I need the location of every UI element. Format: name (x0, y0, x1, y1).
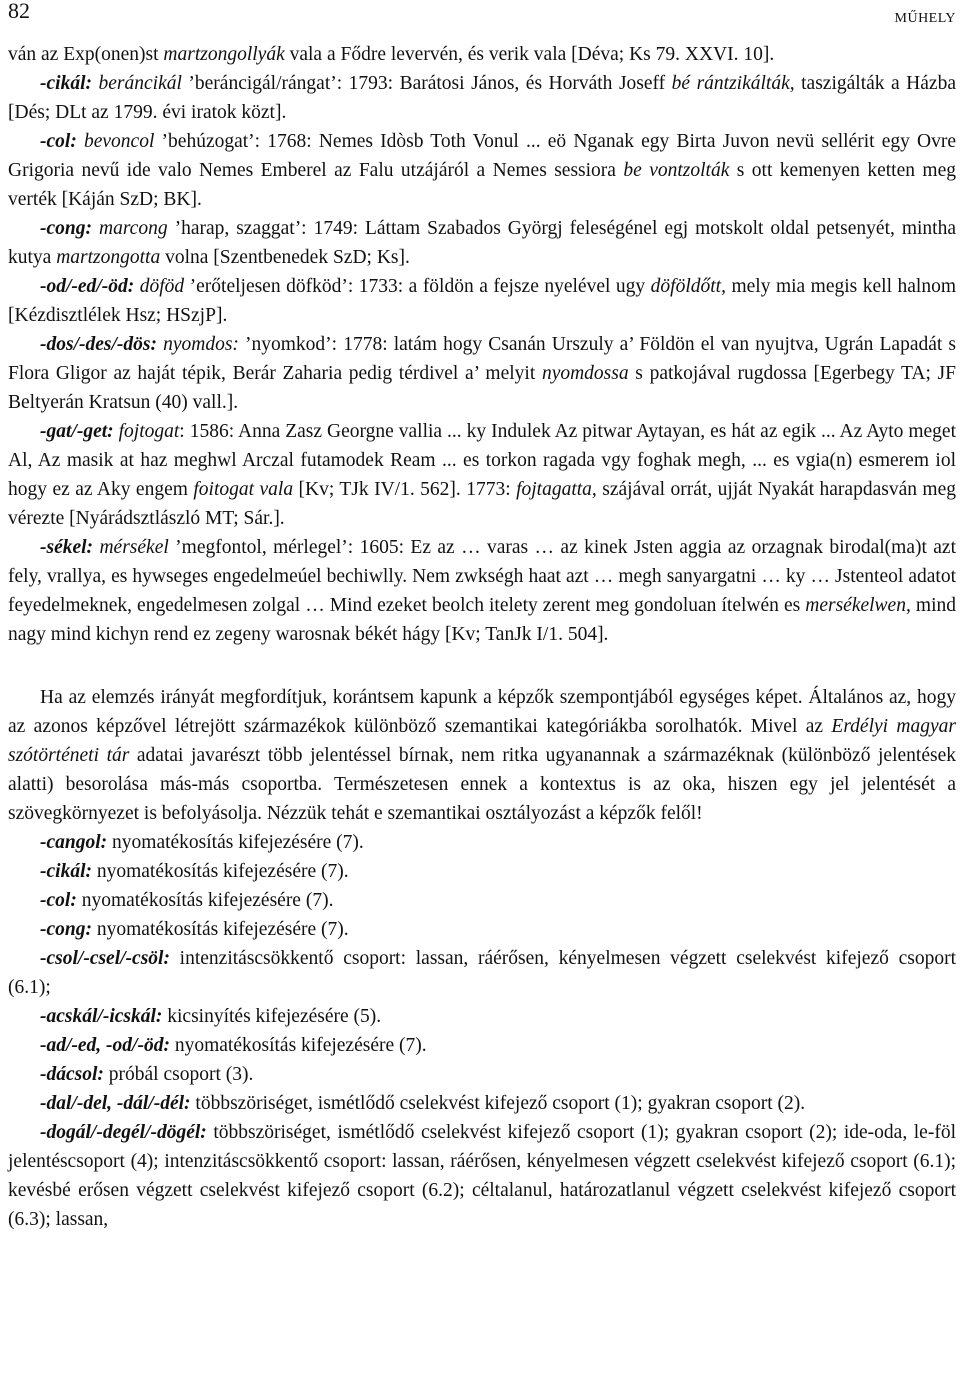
text-run: ’erőteljesen döfköd’: 1733: a földön a fejsze nyelével ugy (184, 276, 651, 297)
entry-headword: -cong: (40, 218, 92, 239)
text-run: ’behúzogat’: 1768: Nemes Idòsb Toth Vonul ... eö Nganak egy Birta Juvon nevü sellérit egy Ovre Grigoria nevű ide valo Nemes Emberel az Falu utzájáról a Nemes sessiora (8, 131, 956, 181)
list-item (8, 1031, 956, 1060)
entry-headword: -sékel: (40, 537, 94, 558)
list-suffix: -col: (40, 890, 77, 911)
italic-term: döföd (139, 276, 185, 297)
list-suffix: -csol/-csel/-csöl: (40, 948, 170, 969)
text-run: vala a Fődre levervén, és verik vala [Déva; Ks 79. XXVI. 10]. (284, 44, 775, 65)
italic-term: be vontzolták (623, 160, 730, 181)
list-desc: kicsinyítés kifejezésére (5). (162, 1006, 382, 1027)
italic-term: marcong (98, 218, 168, 239)
list-item (8, 886, 956, 915)
text-run: mind nagy mind kichyn rend ez zegeny warosnak békét hágy [Kv; TanJk I/1. 504]. (8, 595, 956, 645)
text-run: s patkojával rugdossa [Egerbegy TA; JF Beltyerán Kratsun (40) vall.]. (8, 363, 956, 413)
list-desc: nyomatékosítás kifejezésére (7). (92, 919, 349, 940)
italic-term: mérsékel (99, 537, 169, 558)
list-item (8, 1118, 956, 1234)
entry-continuation (8, 40, 956, 69)
section-gap (8, 649, 956, 683)
entry-gat-get (8, 417, 956, 533)
text-run: taszigálták a Házba [Dés; DLt az 1799. évi iratok közt]. (8, 73, 956, 123)
text-run: ’nyomkod’: 1778: latám hogy Csanán Urszuly a’ Földön el van nyujtva, Ugrán Lapadát s Flora Gligor az haját tépik, Berár Zaharia pedig térdivel a’ melyit (8, 334, 956, 384)
list-desc: többszöriséget, ismétlődő cselekvést kifejező csoport (1); gyakran csoport (2); ide-oda, le-föl jelentéscsoport (4); intenzitáscsökkentő csoport: lassan, ráérősen, kényelmesen végzett cselekvést kifejező csoport (6.1); kevésbé erősen végzett cselekvést kifejező csoport (6.2); céltalanul, határozatlanul végzett cselekvést kifejező csoport (6.3); lassan, (8, 1122, 956, 1230)
text-run (77, 131, 84, 152)
text-run: s ott kemenyen ketten meg verték [Káján SzD; BK]. (8, 160, 956, 210)
entry-dos-des-dos (8, 330, 956, 417)
list-desc: nyomatékosítás kifejezésére (7). (76, 890, 334, 911)
italic-term: fojtagatta, (516, 479, 597, 500)
list-suffix: -ad/-ed, -od/-öd: (40, 1035, 170, 1056)
list-suffix: -cikál: (40, 861, 92, 882)
italic-term: foitogat vala (193, 479, 294, 500)
entry-cong (8, 214, 956, 272)
text-run: szájával orrát, ujját Nyakát harapdasván meg vérezte [Nyárádsztlászló MT; Sár.]. (8, 479, 956, 529)
list-desc: nyomatékosítás kifejezésére (7). (107, 832, 364, 853)
list-suffix: -dogál/-degél/-dögél: (40, 1122, 207, 1143)
text-run: mely mia megis kell halnom [Kézdisztlélek Hsz; HSzjP]. (8, 276, 956, 326)
running-head: MŰHELY (894, 11, 956, 26)
text-run: adatai javarészt több jelentéssel bírnak, nem ritka ugyanannak a származéknak (különböző jelentések alatti) besorolása más-más csoportba. Természetesen ennek a kontextus is az oka, hiszen egy jel jelentését a szövegkörnyezet is befolyásolja. Nézzük tehát e szemantikai osztályozást a képzők felől! (8, 745, 956, 824)
body-paragraph (8, 683, 956, 828)
italic-term: beráncikál (98, 73, 182, 94)
text-run: ’beráncigál/rángat’: 1793: Barátosi János, és Horváth Joseff (181, 73, 672, 94)
list-item (8, 1002, 956, 1031)
text-run: ’harap, szaggat’: 1749: Láttam Szabados Györgj feleségénel egj motskolt oldal petsenyét, mintha kutya (8, 218, 956, 268)
text-run: ’megfontol, mérlegel’: 1605: Ez az … varas … az kinek Jsten aggia az orzagnak birodal(ma)t azt fely, vrallya, es hywseges engedelmeúel bechiwlly. Nem zwkségh haat azt … megh sanyargatni … ky … Jstenteol adatot feyedelmeknek, engedelmesen zolgal … Mind ezeket beolch itelety zerent meg gondoluan ítelwén es (8, 537, 957, 616)
entry-headword: -gat/-get: (40, 421, 114, 442)
list-suffix: -dácsol: (40, 1064, 104, 1085)
dictionary-entries (8, 40, 956, 649)
list-item (8, 1089, 956, 1118)
text-run: [Kv; TJk IV/1. 562]. 1773: (293, 479, 517, 500)
italic-term: fojtogat (118, 421, 180, 442)
text-run: volna [Szentbenedek SzD; Ks]. (160, 247, 410, 268)
list-desc: nyomatékosítás kifejezésére (7). (169, 1035, 427, 1056)
text-run: : 1586: Anna Zasz Georgne vallia ... ky Indulek Az pitwar Aytayan, es hát az egik ... Az Ayto meget Al, Az masik at haz meghwl Arczal futamodek Ream ... es torkon ragada vgy foghak megh, ... es vgia(n) esmerem iol hogy ez az Aky engem (8, 421, 956, 500)
list-desc: intenzitáscsökkentő csoport: lassan, ráérősen, kényelmesen végzett cselekvést kifejező csoport (6.1); (8, 948, 956, 998)
list-desc: nyomatékosítás kifejezésére (7). (91, 861, 349, 882)
list-item (8, 915, 956, 944)
italic-term: nyomdos: (163, 334, 239, 355)
page-header (8, 0, 956, 40)
entry-cikal (8, 69, 956, 127)
page-number: 82 (8, 0, 30, 23)
italic-term: martzongotta (56, 247, 161, 268)
list-item (8, 857, 956, 886)
text-run: Ha az elemzés irányát megfordítjuk, korántsem kapunk a képzők szempontjából egységes képet. Általános az, hogy az azonos képzővel létrejött származékok különböző szemantikai kategóriákba sorolhatók. Mivel az (8, 687, 956, 737)
entry-headword: -col: (40, 131, 77, 152)
entry-headword: -od/-ed/-öd: (40, 276, 135, 297)
entry-sekel (8, 533, 956, 649)
entry-col (8, 127, 956, 214)
list-desc: próbál csoport (3). (103, 1064, 254, 1085)
italic-term: döföldőtt, (650, 276, 726, 297)
entry-headword: -dos/-des/-dös: (40, 334, 157, 355)
list-suffix: -dal/-del, -dál/-dél: (40, 1093, 191, 1114)
entry-headword: -cikál: (40, 73, 92, 94)
list-item (8, 944, 956, 1002)
italic-term: mersékelwen, (805, 595, 911, 616)
list-item (8, 828, 956, 857)
list-suffix: -cong: (40, 919, 92, 940)
list-item (8, 1060, 956, 1089)
list-suffix: -acskál/-icskál: (40, 1006, 163, 1027)
text-run: ván az Exp(onen)st (8, 44, 164, 65)
list-desc: többszöriséget, ismétlődő cselekvést kifejező csoport (1); gyakran csoport (2). (190, 1093, 806, 1114)
italic-term: bevoncol (83, 131, 155, 152)
italic-term: Erdélyi magyar szótörténeti tár (8, 716, 957, 766)
italic-term: martzongollyák (163, 44, 285, 65)
entry-od-ed-od (8, 272, 956, 330)
text-run (92, 218, 99, 239)
italic-term: nyomdossa (541, 363, 629, 384)
italic-term: bé rántzikálták, (671, 73, 795, 94)
list-suffix: -cangol: (40, 832, 108, 853)
suffix-list (8, 828, 956, 1234)
